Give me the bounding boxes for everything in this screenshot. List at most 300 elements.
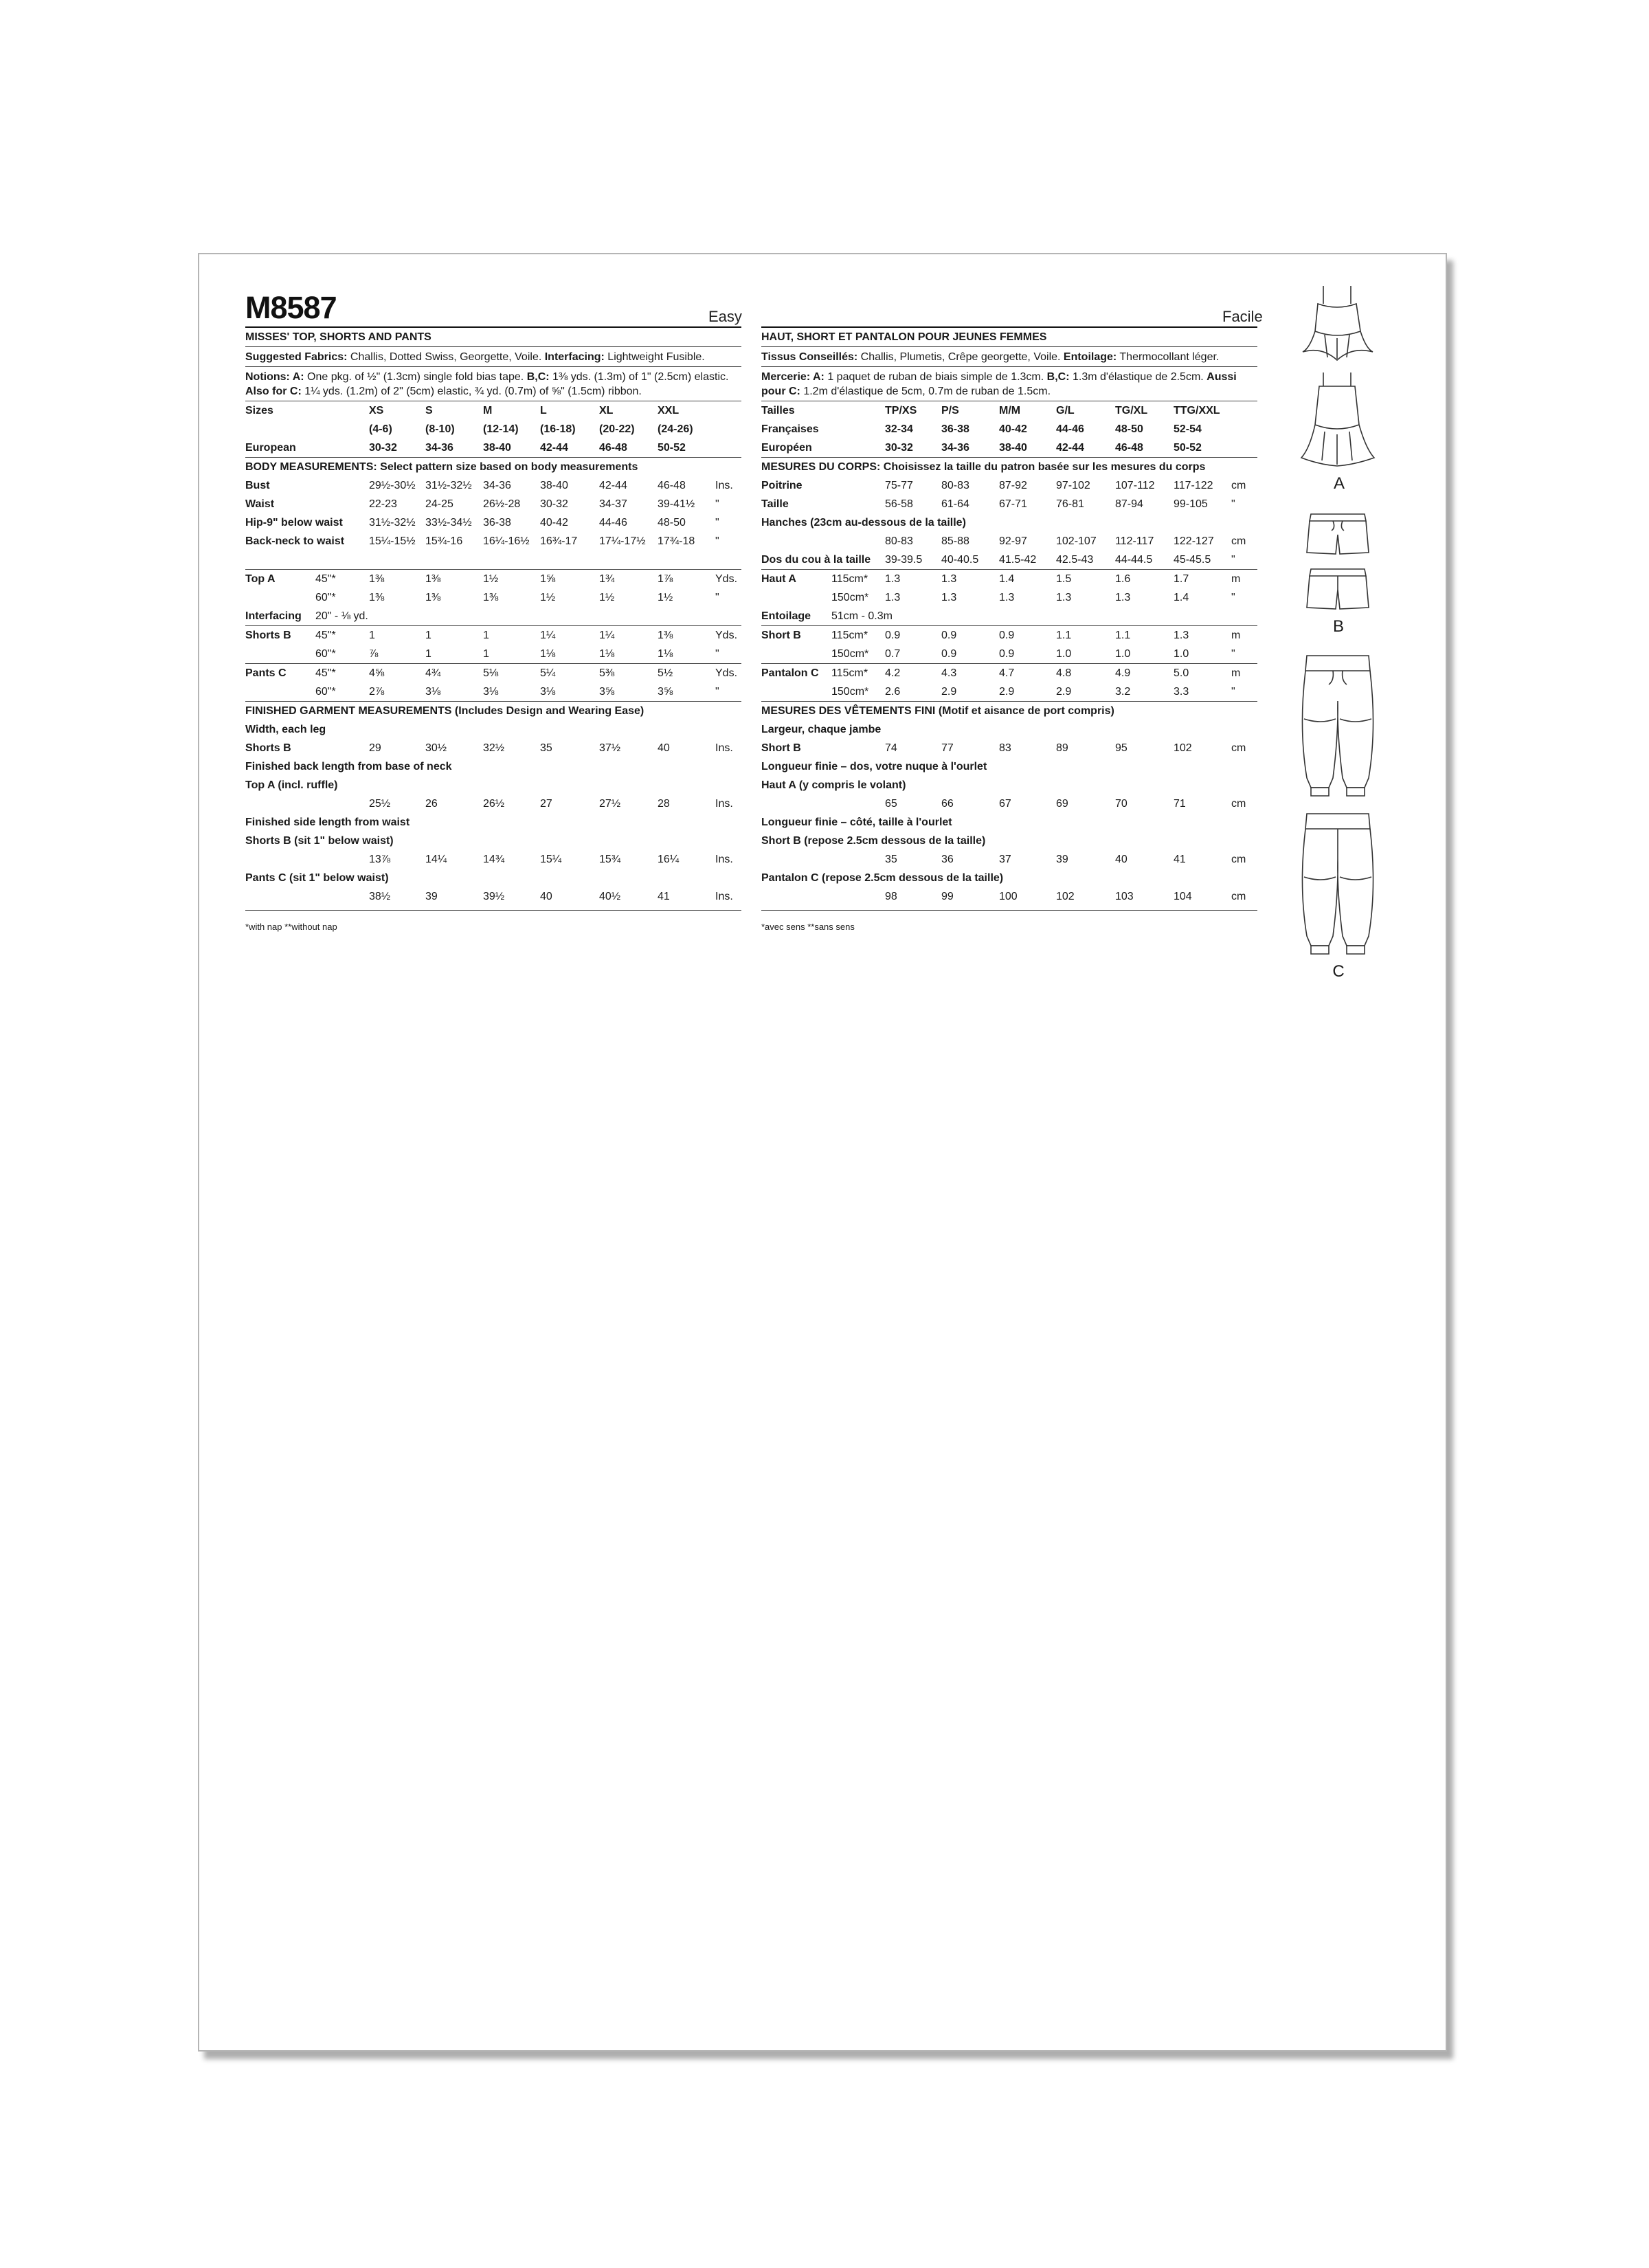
cell-value: 44-46 — [599, 517, 627, 529]
cell-value: 0.9 — [941, 630, 957, 641]
cell-value: 1½ — [483, 573, 499, 585]
cell-value: 1¼ — [599, 630, 615, 641]
cell-value: 1.1 — [1115, 630, 1131, 641]
cell-value: (24-26) — [658, 423, 693, 435]
yardage-row — [245, 664, 741, 682]
cell-value: m — [1231, 630, 1241, 641]
cell-value: m — [1231, 667, 1241, 679]
cell-value: 102 — [1174, 742, 1192, 754]
subheading: Width, each leg — [245, 724, 326, 735]
cell-value: 1½ — [540, 592, 556, 603]
english-column — [245, 326, 741, 936]
cell-value: 3⅛ — [425, 686, 441, 698]
cell-value: 44-44.5 — [1115, 554, 1153, 566]
cell-value: 107-112 — [1115, 480, 1155, 491]
cell-value: 32½ — [483, 742, 505, 754]
cell-value: 1⅛ — [658, 648, 673, 660]
suggested-fabrics-fr: Tissus Conseillés: Challis, Plumetis, Crêpe georgette, Voile. Entoilage: Thermocollant léger. — [761, 351, 1220, 363]
yardage-row — [761, 588, 1257, 607]
row-label: Pantalon C — [761, 667, 819, 679]
finished-measurement-row — [761, 794, 1257, 813]
cell-value: 104 — [1174, 891, 1192, 902]
shorts-b-back-illustration — [1305, 565, 1370, 612]
cell-value: 1⅞ — [658, 573, 673, 585]
cell-value: cm — [1231, 480, 1246, 491]
cell-value: 39 — [1056, 854, 1068, 865]
yardage-row — [761, 682, 1257, 701]
cell-value: 42-44 — [599, 480, 627, 491]
cell-value: 17¼-17½ — [599, 535, 646, 547]
finished-measurement-row — [761, 739, 1257, 757]
subheading: Shorts B (sit 1" below waist) — [245, 835, 394, 847]
cell-value: 29½-30½ — [369, 480, 416, 491]
cell-value: 1 — [483, 648, 489, 660]
subheading: Short B (repose 2.5cm dessous de la taille) — [761, 835, 986, 847]
cell-value: (4-6) — [369, 423, 392, 435]
row-label: Dos du cou à la taille — [761, 554, 871, 566]
cell-value: 4⅝ — [369, 667, 385, 679]
cell-value: 0.9 — [999, 648, 1015, 660]
cell-value: 39-41½ — [658, 498, 695, 510]
body-measurement-row — [761, 495, 1257, 513]
notions-fr: Mercerie: A: 1 paquet de ruban de biais simple de 1.3cm. B,C: 1.3m d'élastique de 2.5cm. Aussi pour C: 1.2m d'élastique de 5cm, 0.7m de ruban de 1.5cm. — [761, 371, 1237, 397]
cell-value: 71 — [1174, 798, 1186, 810]
shorts-b-front-illustration — [1305, 510, 1370, 557]
cell-value: 38½ — [369, 891, 391, 902]
cell-value: 15¼-15½ — [369, 535, 416, 547]
cell-value: XXL — [658, 405, 680, 416]
cell-value: 1⅜ — [369, 592, 385, 603]
body-measurement-row — [245, 495, 741, 513]
cell-value: 5⅜ — [599, 667, 615, 679]
view-c-label: C — [1332, 962, 1345, 981]
cell-value: 1.6 — [1115, 573, 1131, 585]
difficulty-level-en: Easy — [708, 308, 742, 325]
cell-value: TP/XS — [885, 405, 917, 416]
size-row — [761, 420, 1257, 438]
cell-value: S — [425, 405, 433, 416]
cell-value: 50-52 — [658, 442, 686, 454]
yardage-row — [761, 664, 1257, 682]
cell-value: " — [1231, 686, 1235, 698]
subheading: Largeur, chaque jambe — [761, 724, 882, 735]
cell-value: 44-46 — [1056, 423, 1084, 435]
cell-value: 1.3 — [885, 573, 901, 585]
cell-value: 0.9 — [941, 648, 957, 660]
subheading: Longueur finie – dos, votre nuque à l'ourlet — [761, 761, 987, 772]
cell-value: 1.5 — [1056, 573, 1072, 585]
yardage-table-en — [245, 570, 741, 701]
cell-value: 17¾-18 — [658, 535, 695, 547]
cell-value: 31½-32½ — [425, 480, 472, 491]
cell-value: 1.0 — [1115, 648, 1131, 660]
row-label: Haut A — [761, 573, 796, 585]
cell-value: cm — [1231, 798, 1246, 810]
cell-value: cm — [1231, 742, 1246, 754]
cell-value: 100 — [999, 891, 1018, 902]
row-label: European — [245, 442, 296, 454]
cell-value: 89 — [1056, 742, 1068, 754]
cell-value: 4.2 — [885, 667, 901, 679]
cell-value: 39 — [425, 891, 438, 902]
cell-value: 60"* — [315, 686, 336, 698]
cell-value: 69 — [1056, 798, 1068, 810]
cell-value: TG/XL — [1115, 405, 1148, 416]
cell-value: 14¾ — [483, 854, 505, 865]
cell-value: 1.7 — [1174, 573, 1189, 585]
cell-value: XL — [599, 405, 614, 416]
cell-value: 46-48 — [599, 442, 627, 454]
top-a-front-illustration — [1297, 283, 1378, 366]
finished-measurements-heading-en: FINISHED GARMENT MEASUREMENTS (Includes Design and Wearing Ease) — [245, 705, 644, 717]
cell-value: 112-117 — [1115, 535, 1154, 547]
size-row — [761, 401, 1257, 420]
cell-value: 42-44 — [1056, 442, 1084, 454]
cell-value: 115cm* — [831, 573, 868, 585]
row-label: Taille — [761, 498, 789, 510]
cell-value: 38-40 — [483, 442, 511, 454]
size-row — [245, 438, 741, 457]
row-label: Européen — [761, 442, 812, 454]
cell-value: 3.2 — [1115, 686, 1131, 698]
row-label: Top A — [245, 573, 276, 585]
subheading: Longueur finie – côté, taille à l'ourlet — [761, 816, 952, 828]
cell-value: 102-107 — [1056, 535, 1097, 547]
yardage-row — [761, 607, 1257, 625]
cell-value: 4.9 — [1115, 667, 1131, 679]
cell-value: 1.3 — [941, 592, 957, 603]
cell-value: 5.0 — [1174, 667, 1189, 679]
cell-value: 1⅜ — [425, 573, 441, 585]
cell-value: (16-18) — [540, 423, 576, 435]
row-label: Short B — [761, 742, 801, 754]
finished-measurements-en — [245, 720, 741, 906]
pants-c-front-illustration — [1297, 653, 1378, 800]
cell-value: M/M — [999, 405, 1021, 416]
cell-value: P/S — [941, 405, 959, 416]
cell-value: " — [715, 592, 719, 603]
cell-value: 30-32 — [885, 442, 913, 454]
cell-value: 5¼ — [540, 667, 556, 679]
subheading: Pants C (sit 1" below waist) — [245, 872, 389, 884]
cell-value: L — [540, 405, 547, 416]
yardage-table-fr — [761, 570, 1257, 701]
cell-value: 1½ — [599, 592, 615, 603]
cell-value: 117-122 — [1174, 480, 1213, 491]
cell-value: 60"* — [315, 648, 336, 660]
body-measurements-heading-fr: MESURES DU CORPS: Choisissez la taille du patron basée sur les mesures du corps — [761, 461, 1206, 473]
cell-value: 40½ — [599, 891, 621, 902]
yardage-row — [245, 570, 741, 588]
cell-value: 37½ — [599, 742, 621, 754]
footnote-fr: *avec sens **sans sens — [761, 922, 855, 932]
cell-value: 1.3 — [1174, 630, 1189, 641]
yardage-row — [761, 645, 1257, 663]
cell-value: " — [715, 498, 719, 510]
cell-value: M — [483, 405, 493, 416]
cell-value: 80-83 — [941, 480, 969, 491]
cell-value: 85-88 — [941, 535, 969, 547]
subheading: Top A (incl. ruffle) — [245, 779, 338, 791]
cell-value: 40-42 — [999, 423, 1027, 435]
cell-value: 26½ — [483, 798, 505, 810]
cell-value: 28 — [658, 798, 670, 810]
cell-value: 48-50 — [1115, 423, 1143, 435]
cell-value: 31½-32½ — [369, 517, 416, 529]
cell-value: 122-127 — [1174, 535, 1214, 547]
cell-value: 45"* — [315, 667, 336, 679]
sizes-table-fr — [761, 401, 1257, 457]
cell-value: 38-40 — [999, 442, 1027, 454]
cell-value: 83 — [999, 742, 1011, 754]
yardage-row — [245, 607, 741, 625]
cell-value: 80-83 — [885, 535, 913, 547]
cell-value: 52-54 — [1174, 423, 1202, 435]
cell-value: 0.7 — [885, 648, 901, 660]
cell-value: m — [1231, 573, 1241, 585]
cell-value: 34-36 — [425, 442, 453, 454]
row-label: Hip-9" below waist — [245, 517, 343, 529]
cell-value: 77 — [941, 742, 954, 754]
finished-measurement-row — [245, 850, 741, 869]
yardage-row — [245, 626, 741, 645]
title-en: MISSES' TOP, SHORTS AND PANTS — [245, 331, 431, 343]
cell-value: 40 — [658, 742, 670, 754]
row-label: Shorts B — [245, 742, 291, 754]
cell-value: 1⅜ — [658, 630, 673, 641]
body-measurement-row — [761, 532, 1257, 551]
subheading: Finished back length from base of neck — [245, 761, 452, 772]
cell-value: 1 — [483, 630, 489, 641]
cell-value: 2.9 — [941, 686, 957, 698]
cell-value: 98 — [885, 891, 897, 902]
cell-value: Ins. — [715, 742, 733, 754]
suggested-fabrics-en: Suggested Fabrics: Challis, Dotted Swiss, Georgette, Voile. Interfacing: Lightweight Fusible. — [245, 351, 705, 363]
finished-measurement-row — [761, 887, 1257, 906]
subheading: Pantalon C (repose 2.5cm dessous de la taille) — [761, 872, 1004, 884]
cell-value: 36-38 — [941, 423, 969, 435]
cell-value: 66 — [941, 798, 954, 810]
cell-value: 0.9 — [999, 630, 1015, 641]
pattern-number: M8587 — [245, 290, 337, 325]
cell-value: 34-36 — [941, 442, 969, 454]
cell-value: 99 — [941, 891, 954, 902]
cell-value: " — [715, 648, 719, 660]
cell-value: 4¾ — [425, 667, 441, 679]
cell-value: 41 — [658, 891, 670, 902]
cell-value: 1.3 — [1056, 592, 1072, 603]
pants-c-back-illustration — [1297, 811, 1378, 958]
cell-value: 103 — [1115, 891, 1134, 902]
cell-value: " — [1231, 554, 1235, 566]
cell-value: 13⅞ — [369, 854, 391, 865]
cell-value: 2.6 — [885, 686, 901, 698]
row-label: Shorts B — [245, 630, 291, 641]
cell-value: " — [1231, 498, 1235, 510]
cell-value: Ins. — [715, 891, 733, 902]
cell-value: cm — [1231, 854, 1246, 865]
cell-value: (12-14) — [483, 423, 519, 435]
cell-value: ⅞ — [369, 648, 379, 660]
cell-value: " — [715, 686, 719, 698]
cell-value: 46-48 — [658, 480, 686, 491]
cell-value: 30-32 — [369, 442, 397, 454]
cell-value: 20" - ⅛ yd. — [315, 610, 368, 622]
cell-value: 40-42 — [540, 517, 568, 529]
cell-value: 95 — [1115, 742, 1128, 754]
cell-value: 1⅜ — [425, 592, 441, 603]
row-label: Françaises — [761, 423, 819, 435]
cell-value: 1⅛ — [540, 648, 556, 660]
cell-value: 61-64 — [941, 498, 969, 510]
row-label: Tailles — [761, 405, 795, 416]
cell-value: 1.3 — [999, 592, 1015, 603]
cell-value: 1.4 — [999, 573, 1015, 585]
cell-value: 1.1 — [1056, 630, 1072, 641]
cell-value: 87-92 — [999, 480, 1027, 491]
cell-value: 67-71 — [999, 498, 1027, 510]
difficulty-level-fr: Facile — [1222, 308, 1263, 325]
cell-value: 76-81 — [1056, 498, 1084, 510]
cell-value: 32-34 — [885, 423, 913, 435]
row-label: Pants C — [245, 667, 287, 679]
yardage-row — [761, 570, 1257, 588]
cell-value: 3.3 — [1174, 686, 1189, 698]
cell-value: cm — [1231, 891, 1246, 902]
cell-value: 92-97 — [999, 535, 1027, 547]
cell-value: 45-45.5 — [1174, 554, 1211, 566]
yardage-row — [245, 588, 741, 607]
cell-value: 41 — [1174, 854, 1186, 865]
cell-value: 1⅜ — [369, 573, 385, 585]
row-label: Short B — [761, 630, 801, 641]
sizes-table-en — [245, 401, 741, 457]
size-row — [245, 420, 741, 438]
cell-value: 60"* — [315, 592, 336, 603]
size-row — [245, 401, 741, 420]
cell-value: 2.9 — [999, 686, 1015, 698]
cell-value: (8-10) — [425, 423, 455, 435]
cell-value: 27½ — [599, 798, 621, 810]
cell-value: 41.5-42 — [999, 554, 1037, 566]
cell-value: Yds. — [715, 573, 738, 585]
cell-value: 38-40 — [540, 480, 568, 491]
yardage-row — [245, 645, 741, 663]
row-label: Bust — [245, 480, 270, 491]
finished-measurement-row — [761, 850, 1257, 869]
cell-value: 30-32 — [540, 498, 568, 510]
subheading: Haut A (y compris le volant) — [761, 779, 906, 791]
cell-value: XS — [369, 405, 384, 416]
body-measurement-row — [245, 476, 741, 495]
cell-value: 99-105 — [1174, 498, 1208, 510]
cell-value: 45"* — [315, 573, 336, 585]
row-label: Entoilage — [761, 610, 811, 622]
cell-value: 1.4 — [1174, 592, 1189, 603]
cell-value: 97-102 — [1056, 480, 1090, 491]
cell-value: 1.0 — [1056, 648, 1072, 660]
finished-measurement-row — [245, 887, 741, 906]
cell-value: 3⅝ — [658, 686, 673, 698]
top-a-back-illustration — [1297, 370, 1378, 473]
cell-value: 5⅛ — [483, 667, 499, 679]
finished-measurement-row — [245, 794, 741, 813]
body-measurements-heading-en: BODY MEASUREMENTS: Select pattern size based on body measurements — [245, 461, 638, 473]
cell-value: 15¾ — [599, 854, 621, 865]
cell-value: 14¼ — [425, 854, 447, 865]
cell-value: 74 — [885, 742, 897, 754]
cell-value: 51cm - 0.3m — [831, 610, 893, 622]
subheading: Hanches (23cm au-dessous de la taille) — [761, 517, 966, 529]
french-column — [761, 326, 1257, 936]
cell-value: 16¾-17 — [540, 535, 578, 547]
cell-value: 0.9 — [885, 630, 901, 641]
row-label: Back-neck to waist — [245, 535, 345, 547]
cell-value: 1 — [369, 630, 375, 641]
cell-value: G/L — [1056, 405, 1075, 416]
body-measurement-row — [761, 551, 1257, 569]
cell-value: 2⅞ — [369, 686, 385, 698]
yardage-row — [761, 626, 1257, 645]
cell-value: 24-25 — [425, 498, 453, 510]
cell-value: 26 — [425, 798, 438, 810]
cell-value: 35 — [885, 854, 897, 865]
cell-value: 50-52 — [1174, 442, 1202, 454]
cell-value: cm — [1231, 535, 1246, 547]
cell-value: 30½ — [425, 742, 447, 754]
cell-value: 42-44 — [540, 442, 568, 454]
cell-value: Yds. — [715, 630, 738, 641]
cell-value: 1⅜ — [483, 592, 499, 603]
finished-measurement-row — [245, 739, 741, 757]
cell-value: 1.3 — [885, 592, 901, 603]
cell-value: 25½ — [369, 798, 391, 810]
cell-value: 150cm* — [831, 686, 869, 698]
cell-value: 45"* — [315, 630, 336, 641]
body-measurement-row — [245, 513, 741, 532]
cell-value: 35 — [540, 742, 552, 754]
cell-value: 65 — [885, 798, 897, 810]
finished-measurements-fr — [761, 720, 1257, 906]
cell-value: " — [1231, 648, 1235, 660]
cell-value: 75-77 — [885, 480, 913, 491]
body-measurements-table-en — [245, 476, 741, 551]
cell-value: 4.7 — [999, 667, 1015, 679]
cell-value: 37 — [999, 854, 1011, 865]
row-label: Waist — [245, 498, 275, 510]
view-b-label: B — [1332, 617, 1344, 636]
cell-value: 5½ — [658, 667, 673, 679]
cell-value: Ins. — [715, 798, 733, 810]
pattern-envelope-back — [198, 253, 1447, 2052]
cell-value: 1.0 — [1174, 648, 1189, 660]
cell-value: 26½-28 — [483, 498, 521, 510]
yardage-row — [245, 682, 741, 701]
cell-value: 16¼-16½ — [483, 535, 530, 547]
cell-value: 39½ — [483, 891, 505, 902]
cell-value: " — [1231, 592, 1235, 603]
finished-measurements-heading-fr: MESURES DES VÊTEMENTS FINI (Motif et aisance de port compris) — [761, 705, 1114, 717]
cell-value: 36-38 — [483, 517, 511, 529]
body-measurements-table-fr — [761, 476, 1257, 569]
cell-value: 1⅛ — [599, 648, 615, 660]
title-fr: HAUT, SHORT ET PANTALON POUR JEUNES FEMMES — [761, 331, 1047, 343]
body-measurement-row — [245, 532, 741, 551]
notions-en: Notions: A: One pkg. of ½" (1.3cm) single fold bias tape. B,C: 1⅜ yds. (1.3m) of 1" (2.5cm) elastic. Also for C: 1¼ yds. (1.2m) of 2" (5cm) elastic, ¾ yd. (0.7m) of ⅝" (1.5cm) ribbon. — [245, 371, 729, 397]
footnote-en: *with nap **without nap — [245, 922, 337, 932]
cell-value: 36 — [941, 854, 954, 865]
cell-value: 34-37 — [599, 498, 627, 510]
